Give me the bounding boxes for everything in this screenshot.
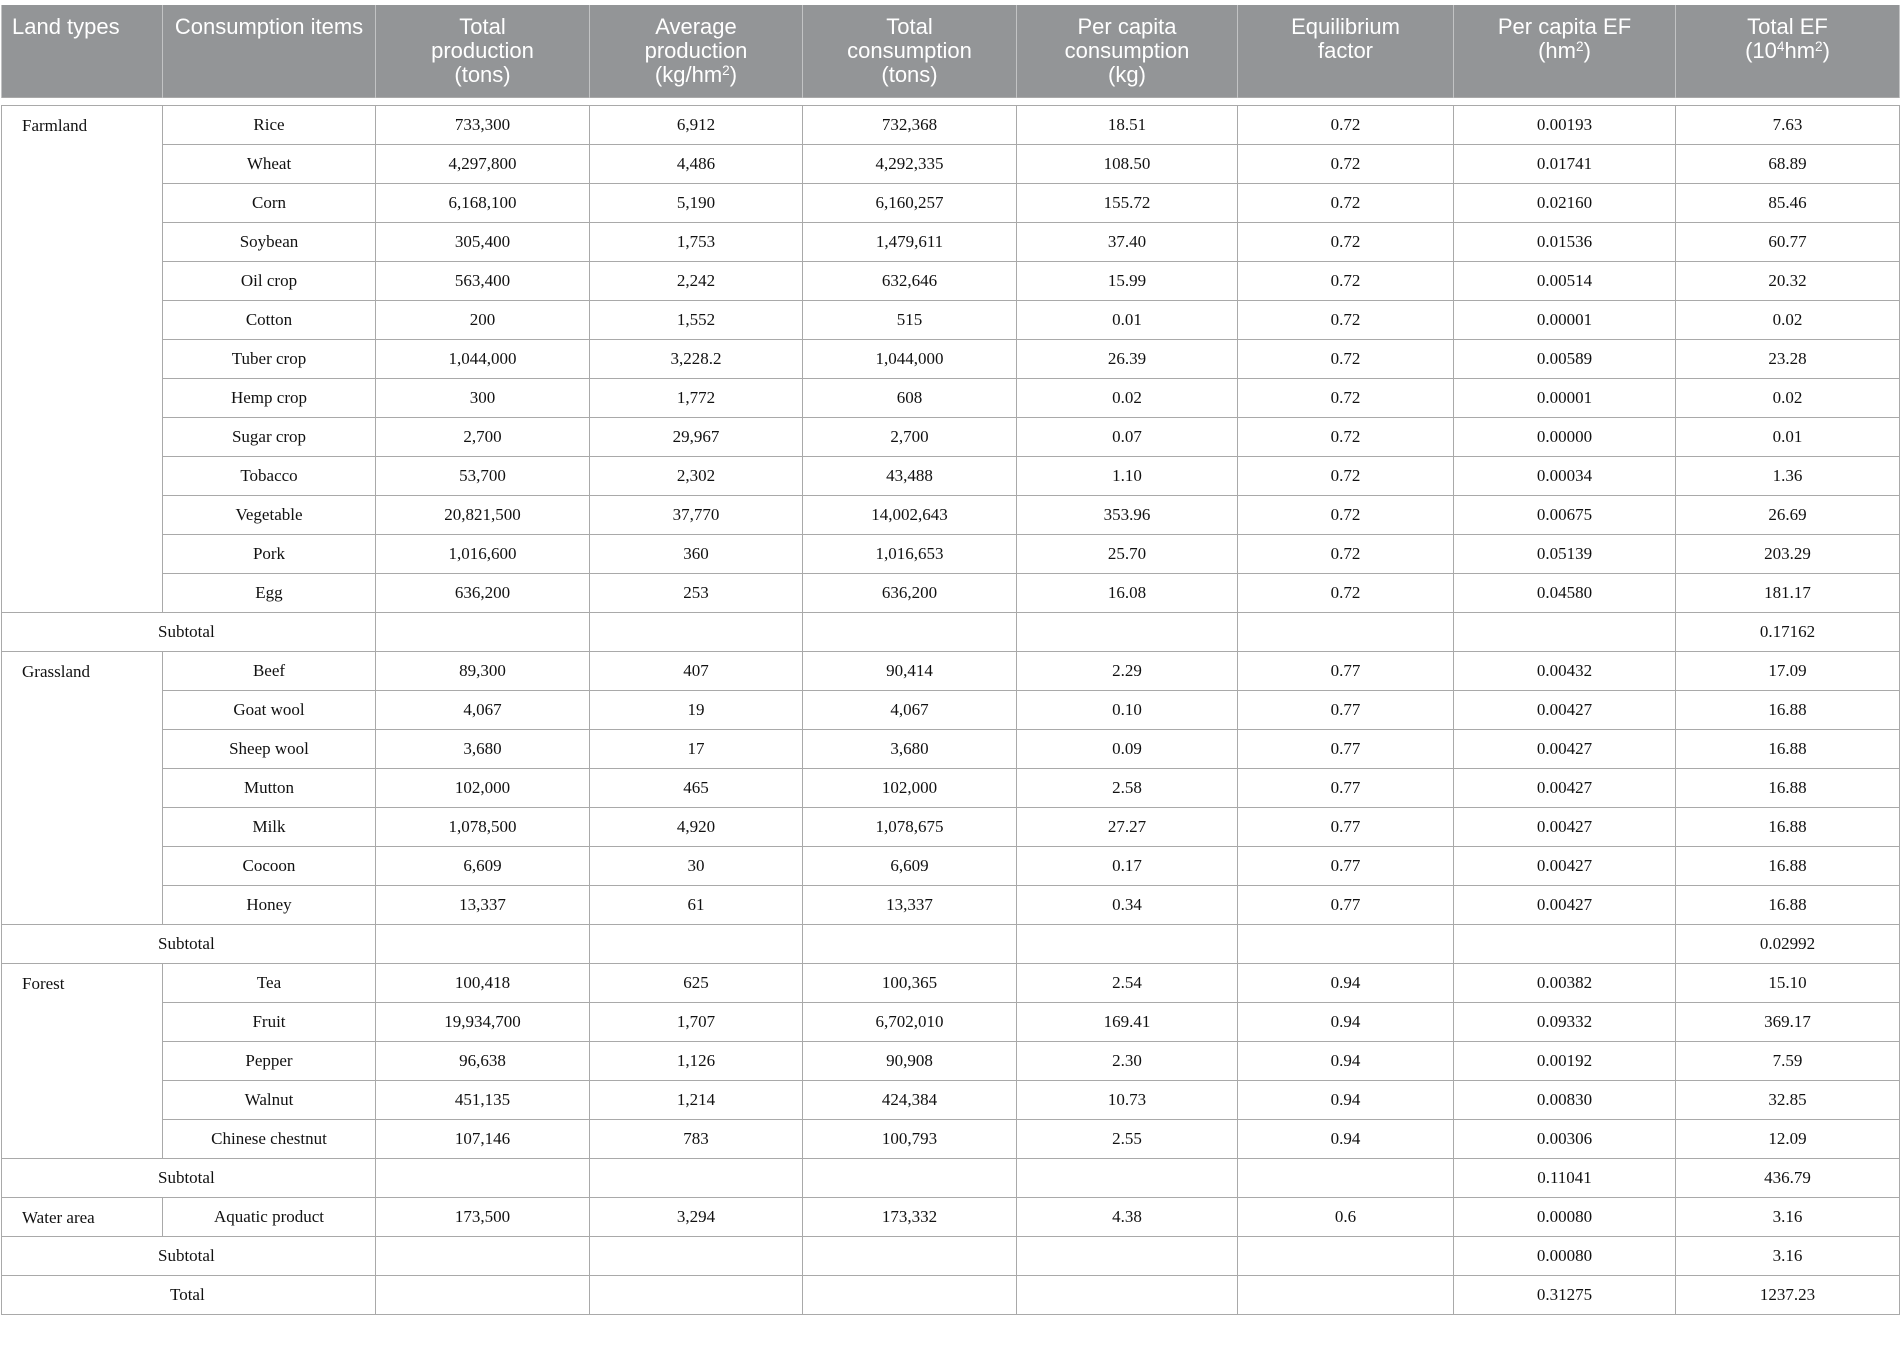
- ecological-footprint-table: [1, 5, 1900, 1315]
- average-production-cell: 1,753: [590, 222, 803, 261]
- average-production-cell: 29,967: [590, 417, 803, 456]
- item-cell: Soybean: [163, 222, 376, 261]
- equilibrium-factor-cell: 0.77: [1238, 846, 1454, 885]
- average-production-cell: 4,920: [590, 807, 803, 846]
- per-capita-ef-cell: 0.00675: [1454, 495, 1676, 534]
- total-production-cell: 733,300: [376, 105, 590, 144]
- total-production-cell: 305,400: [376, 222, 590, 261]
- total-row: [2, 1275, 1900, 1314]
- per-capita-consumption-cell: 2.30: [1017, 1041, 1238, 1080]
- per-capita-ef-cell: 0.00001: [1454, 300, 1676, 339]
- empty-cell: [376, 612, 590, 651]
- equilibrium-factor-cell: 0.94: [1238, 1041, 1454, 1080]
- total-ef-cell: 16.88: [1676, 807, 1900, 846]
- average-production-cell: 1,707: [590, 1002, 803, 1041]
- table-row: [2, 846, 1900, 885]
- per-capita-ef-cell: 0.00427: [1454, 885, 1676, 924]
- average-production-cell: 6,912: [590, 105, 803, 144]
- per-capita-consumption-cell: 0.09: [1017, 729, 1238, 768]
- average-production-cell: 625: [590, 963, 803, 1002]
- total-ef-cell: 1.36: [1676, 456, 1900, 495]
- equilibrium-factor-cell: 0.72: [1238, 144, 1454, 183]
- per-capita-consumption-cell: 2.29: [1017, 651, 1238, 690]
- per-capita-consumption-cell: 2.58: [1017, 768, 1238, 807]
- total-production-cell: 1,016,600: [376, 534, 590, 573]
- subtotal-per-capita-ef: 0.00080: [1454, 1236, 1676, 1275]
- subtotal-label: Subtotal: [2, 1158, 376, 1197]
- total-consumption-cell: 1,016,653: [803, 534, 1017, 573]
- total-consumption-cell: 90,414: [803, 651, 1017, 690]
- average-production-cell: 4,486: [590, 144, 803, 183]
- empty-cell: [1017, 1236, 1238, 1275]
- total-total-ef: 1237.23: [1676, 1275, 1900, 1314]
- equilibrium-factor-cell: 0.72: [1238, 105, 1454, 144]
- item-cell: Goat wool: [163, 690, 376, 729]
- item-cell: Sheep wool: [163, 729, 376, 768]
- total-consumption-cell: 515: [803, 300, 1017, 339]
- average-production-cell: 465: [590, 768, 803, 807]
- empty-cell: [590, 1158, 803, 1197]
- total-ef-cell: 15.10: [1676, 963, 1900, 1002]
- total-consumption-cell: 4,067: [803, 690, 1017, 729]
- empty-cell: [1238, 1158, 1454, 1197]
- total-production-cell: 1,044,000: [376, 339, 590, 378]
- average-production-cell: 19: [590, 690, 803, 729]
- per-capita-ef-cell: 0.00589: [1454, 339, 1676, 378]
- per-capita-consumption-cell: 16.08: [1017, 573, 1238, 612]
- per-capita-ef-cell: 0.00034: [1454, 456, 1676, 495]
- average-production-cell: 1,552: [590, 300, 803, 339]
- per-capita-ef-cell: 0.01536: [1454, 222, 1676, 261]
- total-ef-cell: 32.85: [1676, 1080, 1900, 1119]
- empty-cell: [803, 1275, 1017, 1314]
- total-ef-cell: 20.32: [1676, 261, 1900, 300]
- total-ef-cell: 0.01: [1676, 417, 1900, 456]
- total-production-cell: 107,146: [376, 1119, 590, 1158]
- subtotal-total-ef: 436.79: [1676, 1158, 1900, 1197]
- empty-cell: [803, 1236, 1017, 1275]
- header-land-types: Land types: [2, 5, 163, 97]
- average-production-cell: 783: [590, 1119, 803, 1158]
- total-per-capita-ef: 0.31275: [1454, 1275, 1676, 1314]
- total-consumption-cell: 1,044,000: [803, 339, 1017, 378]
- per-capita-ef-cell: 0.09332: [1454, 1002, 1676, 1041]
- average-production-cell: 1,126: [590, 1041, 803, 1080]
- item-cell: Walnut: [163, 1080, 376, 1119]
- empty-cell: [1238, 924, 1454, 963]
- header-spacer: [2, 97, 1900, 105]
- per-capita-consumption-cell: 2.55: [1017, 1119, 1238, 1158]
- empty-cell: [1017, 1158, 1238, 1197]
- empty-cell: [376, 924, 590, 963]
- subtotal-row: [2, 612, 1900, 651]
- total-ef-cell: 23.28: [1676, 339, 1900, 378]
- empty-cell: [1238, 1236, 1454, 1275]
- per-capita-consumption-cell: 353.96: [1017, 495, 1238, 534]
- subtotal-row: [2, 1158, 1900, 1197]
- per-capita-ef-cell: 0.01741: [1454, 144, 1676, 183]
- per-capita-consumption-cell: 155.72: [1017, 183, 1238, 222]
- total-consumption-cell: 90,908: [803, 1041, 1017, 1080]
- per-capita-consumption-cell: 0.02: [1017, 378, 1238, 417]
- land-type-cell: Water area: [2, 1197, 163, 1236]
- empty-cell: [590, 612, 803, 651]
- per-capita-ef-cell: 0.00427: [1454, 768, 1676, 807]
- total-ef-cell: 16.88: [1676, 729, 1900, 768]
- average-production-cell: 37,770: [590, 495, 803, 534]
- total-consumption-cell: 100,793: [803, 1119, 1017, 1158]
- table-row: [2, 651, 1900, 690]
- total-production-cell: 102,000: [376, 768, 590, 807]
- total-consumption-cell: 632,646: [803, 261, 1017, 300]
- per-capita-ef-cell: 0.00080: [1454, 1197, 1676, 1236]
- table-row: [2, 963, 1900, 1002]
- equilibrium-factor-cell: 0.6: [1238, 1197, 1454, 1236]
- empty-cell: [1017, 924, 1238, 963]
- per-capita-consumption-cell: 15.99: [1017, 261, 1238, 300]
- total-consumption-cell: 608: [803, 378, 1017, 417]
- total-consumption-cell: 14,002,643: [803, 495, 1017, 534]
- per-capita-consumption-cell: 2.54: [1017, 963, 1238, 1002]
- equilibrium-factor-cell: 0.77: [1238, 729, 1454, 768]
- item-cell: Pepper: [163, 1041, 376, 1080]
- header-per-capita-consumption: Per capita consumption (kg): [1017, 5, 1238, 97]
- total-label: Total: [2, 1275, 376, 1314]
- per-capita-consumption-cell: 0.01: [1017, 300, 1238, 339]
- table-row: [2, 183, 1900, 222]
- total-production-cell: 100,418: [376, 963, 590, 1002]
- subtotal-label: Subtotal: [2, 924, 376, 963]
- subtotal-row: [2, 924, 1900, 963]
- total-consumption-cell: 102,000: [803, 768, 1017, 807]
- equilibrium-factor-cell: 0.72: [1238, 573, 1454, 612]
- subtotal-total-ef: 0.02992: [1676, 924, 1900, 963]
- per-capita-ef-cell: 0.00427: [1454, 690, 1676, 729]
- per-capita-ef-cell: 0.00427: [1454, 807, 1676, 846]
- equilibrium-factor-cell: 0.72: [1238, 495, 1454, 534]
- item-cell: Chinese chestnut: [163, 1119, 376, 1158]
- total-consumption-cell: 732,368: [803, 105, 1017, 144]
- total-ef-cell: 7.59: [1676, 1041, 1900, 1080]
- table-row: [2, 105, 1900, 144]
- total-production-cell: 4,297,800: [376, 144, 590, 183]
- equilibrium-factor-cell: 0.72: [1238, 456, 1454, 495]
- table-row: [2, 378, 1900, 417]
- per-capita-consumption-cell: 0.10: [1017, 690, 1238, 729]
- total-consumption-cell: 1,479,611: [803, 222, 1017, 261]
- average-production-cell: 253: [590, 573, 803, 612]
- total-production-cell: 200: [376, 300, 590, 339]
- subtotal-per-capita-ef: [1454, 612, 1676, 651]
- subtotal-label: Subtotal: [2, 612, 376, 651]
- table-row: [2, 300, 1900, 339]
- item-cell: Beef: [163, 651, 376, 690]
- equilibrium-factor-cell: 0.72: [1238, 261, 1454, 300]
- total-consumption-cell: 13,337: [803, 885, 1017, 924]
- empty-cell: [1017, 612, 1238, 651]
- empty-cell: [1238, 612, 1454, 651]
- table-row: [2, 495, 1900, 534]
- per-capita-consumption-cell: 108.50: [1017, 144, 1238, 183]
- total-production-cell: 89,300: [376, 651, 590, 690]
- total-ef-cell: 68.89: [1676, 144, 1900, 183]
- item-cell: Milk: [163, 807, 376, 846]
- item-cell: Egg: [163, 573, 376, 612]
- table-body: [2, 97, 1900, 1314]
- subtotal-total-ef: 3.16: [1676, 1236, 1900, 1275]
- item-cell: Vegetable: [163, 495, 376, 534]
- per-capita-ef-cell: 0.00514: [1454, 261, 1676, 300]
- header-consumption-items: Consumption items: [163, 5, 376, 97]
- total-production-cell: 6,609: [376, 846, 590, 885]
- empty-cell: [1017, 1275, 1238, 1314]
- equilibrium-factor-cell: 0.72: [1238, 222, 1454, 261]
- total-ef-cell: 85.46: [1676, 183, 1900, 222]
- table-row: [2, 573, 1900, 612]
- subtotal-total-ef: 0.17162: [1676, 612, 1900, 651]
- total-consumption-cell: 3,680: [803, 729, 1017, 768]
- total-ef-cell: 203.29: [1676, 534, 1900, 573]
- equilibrium-factor-cell: 0.94: [1238, 1002, 1454, 1041]
- equilibrium-factor-cell: 0.72: [1238, 417, 1454, 456]
- per-capita-consumption-cell: 0.17: [1017, 846, 1238, 885]
- average-production-cell: 3,294: [590, 1197, 803, 1236]
- item-cell: Hemp crop: [163, 378, 376, 417]
- item-cell: Tea: [163, 963, 376, 1002]
- total-production-cell: 96,638: [376, 1041, 590, 1080]
- total-consumption-cell: 6,702,010: [803, 1002, 1017, 1041]
- equilibrium-factor-cell: 0.77: [1238, 885, 1454, 924]
- total-ef-cell: 12.09: [1676, 1119, 1900, 1158]
- empty-cell: [590, 924, 803, 963]
- average-production-cell: 1,772: [590, 378, 803, 417]
- total-ef-cell: 7.63: [1676, 105, 1900, 144]
- item-cell: Sugar crop: [163, 417, 376, 456]
- empty-cell: [590, 1236, 803, 1275]
- table-row: [2, 417, 1900, 456]
- total-production-cell: 563,400: [376, 261, 590, 300]
- total-ef-cell: 26.69: [1676, 495, 1900, 534]
- subtotal-per-capita-ef: [1454, 924, 1676, 963]
- total-consumption-cell: 424,384: [803, 1080, 1017, 1119]
- empty-cell: [803, 924, 1017, 963]
- total-consumption-cell: 1,078,675: [803, 807, 1017, 846]
- item-cell: Pork: [163, 534, 376, 573]
- per-capita-ef-cell: 0.00427: [1454, 729, 1676, 768]
- subtotal-per-capita-ef: 0.11041: [1454, 1158, 1676, 1197]
- total-production-cell: 3,680: [376, 729, 590, 768]
- per-capita-ef-cell: 0.00432: [1454, 651, 1676, 690]
- empty-cell: [803, 612, 1017, 651]
- total-ef-cell: 3.16: [1676, 1197, 1900, 1236]
- table-row: [2, 144, 1900, 183]
- total-consumption-cell: 4,292,335: [803, 144, 1017, 183]
- table-row: [2, 768, 1900, 807]
- empty-cell: [590, 1275, 803, 1314]
- total-ef-cell: 0.02: [1676, 378, 1900, 417]
- total-consumption-cell: 173,332: [803, 1197, 1017, 1236]
- per-capita-consumption-cell: 0.07: [1017, 417, 1238, 456]
- subtotal-label: Subtotal: [2, 1236, 376, 1275]
- equilibrium-factor-cell: 0.72: [1238, 534, 1454, 573]
- spacer-cell: [2, 97, 1900, 105]
- equilibrium-factor-cell: 0.72: [1238, 378, 1454, 417]
- total-production-cell: 451,135: [376, 1080, 590, 1119]
- item-cell: Tobacco: [163, 456, 376, 495]
- table-row: [2, 885, 1900, 924]
- total-production-cell: 636,200: [376, 573, 590, 612]
- item-cell: Oil crop: [163, 261, 376, 300]
- total-ef-cell: 369.17: [1676, 1002, 1900, 1041]
- per-capita-consumption-cell: 25.70: [1017, 534, 1238, 573]
- table-row: [2, 456, 1900, 495]
- equilibrium-factor-cell: 0.77: [1238, 768, 1454, 807]
- total-production-cell: 1,078,500: [376, 807, 590, 846]
- table-row: [2, 1197, 1900, 1236]
- table-row: [2, 339, 1900, 378]
- equilibrium-factor-cell: 0.72: [1238, 183, 1454, 222]
- table-row: [2, 690, 1900, 729]
- per-capita-consumption-cell: 1.10: [1017, 456, 1238, 495]
- empty-cell: [376, 1236, 590, 1275]
- subtotal-row: [2, 1236, 1900, 1275]
- per-capita-ef-cell: 0.00427: [1454, 846, 1676, 885]
- header-row: [2, 5, 1900, 97]
- equilibrium-factor-cell: 0.77: [1238, 651, 1454, 690]
- total-production-cell: 53,700: [376, 456, 590, 495]
- table-row: [2, 1119, 1900, 1158]
- total-ef-cell: 16.88: [1676, 846, 1900, 885]
- total-production-cell: 173,500: [376, 1197, 590, 1236]
- empty-cell: [376, 1275, 590, 1314]
- table-row: [2, 222, 1900, 261]
- empty-cell: [376, 1158, 590, 1197]
- total-production-cell: 13,337: [376, 885, 590, 924]
- total-production-cell: 19,934,700: [376, 1002, 590, 1041]
- item-cell: Cotton: [163, 300, 376, 339]
- land-type-cell: Grassland: [2, 651, 163, 924]
- total-ef-cell: 16.88: [1676, 768, 1900, 807]
- table-row: [2, 1080, 1900, 1119]
- item-cell: Aquatic product: [163, 1197, 376, 1236]
- equilibrium-factor-cell: 0.77: [1238, 690, 1454, 729]
- total-ef-cell: 0.02: [1676, 300, 1900, 339]
- header-average-production: Average production $(kg/hm^2)$: [590, 5, 803, 97]
- header-total-production: Total production (tons): [376, 5, 590, 97]
- total-ef-cell: 16.88: [1676, 885, 1900, 924]
- empty-cell: [1238, 1275, 1454, 1314]
- average-production-cell: 61: [590, 885, 803, 924]
- average-production-cell: 407: [590, 651, 803, 690]
- average-production-cell: 1,214: [590, 1080, 803, 1119]
- per-capita-ef-cell: 0.04580: [1454, 573, 1676, 612]
- item-cell: Wheat: [163, 144, 376, 183]
- average-production-cell: 30: [590, 846, 803, 885]
- total-production-cell: 6,168,100: [376, 183, 590, 222]
- per-capita-consumption-cell: 37.40: [1017, 222, 1238, 261]
- per-capita-consumption-cell: 18.51: [1017, 105, 1238, 144]
- average-production-cell: 5,190: [590, 183, 803, 222]
- item-cell: Fruit: [163, 1002, 376, 1041]
- per-capita-consumption-cell: 0.34: [1017, 885, 1238, 924]
- equilibrium-factor-cell: 0.72: [1238, 300, 1454, 339]
- table-row: [2, 729, 1900, 768]
- per-capita-consumption-cell: 27.27: [1017, 807, 1238, 846]
- land-type-cell: Forest: [2, 963, 163, 1158]
- item-cell: Honey: [163, 885, 376, 924]
- average-production-cell: 2,242: [590, 261, 803, 300]
- total-consumption-cell: 6,609: [803, 846, 1017, 885]
- total-ef-cell: 60.77: [1676, 222, 1900, 261]
- total-production-cell: 300: [376, 378, 590, 417]
- item-cell: Corn: [163, 183, 376, 222]
- per-capita-ef-cell: 0.00000: [1454, 417, 1676, 456]
- equilibrium-factor-cell: 0.94: [1238, 963, 1454, 1002]
- item-cell: Rice: [163, 105, 376, 144]
- total-production-cell: 4,067: [376, 690, 590, 729]
- total-ef-cell: 181.17: [1676, 573, 1900, 612]
- table-row: [2, 1041, 1900, 1080]
- total-ef-cell: 16.88: [1676, 690, 1900, 729]
- header-total-consumption: Total consumption (tons): [803, 5, 1017, 97]
- average-production-cell: 17: [590, 729, 803, 768]
- total-ef-cell: 17.09: [1676, 651, 1900, 690]
- per-capita-ef-cell: 0.02160: [1454, 183, 1676, 222]
- per-capita-ef-cell: 0.00830: [1454, 1080, 1676, 1119]
- header-total-ef: Total EF $(10^4hm^2)$: [1676, 5, 1900, 97]
- per-capita-consumption-cell: 26.39: [1017, 339, 1238, 378]
- table-row: [2, 1002, 1900, 1041]
- per-capita-ef-cell: 0.00193: [1454, 105, 1676, 144]
- equilibrium-factor-cell: 0.94: [1238, 1119, 1454, 1158]
- item-cell: Cocoon: [163, 846, 376, 885]
- total-production-cell: 2,700: [376, 417, 590, 456]
- table-row: [2, 534, 1900, 573]
- per-capita-ef-cell: 0.05139: [1454, 534, 1676, 573]
- average-production-cell: 360: [590, 534, 803, 573]
- table-row: [2, 261, 1900, 300]
- land-type-cell: Farmland: [2, 105, 163, 612]
- per-capita-ef-cell: 0.00306: [1454, 1119, 1676, 1158]
- equilibrium-factor-cell: 0.94: [1238, 1080, 1454, 1119]
- per-capita-consumption-cell: 169.41: [1017, 1002, 1238, 1041]
- item-cell: Tuber crop: [163, 339, 376, 378]
- item-cell: Mutton: [163, 768, 376, 807]
- total-consumption-cell: 2,700: [803, 417, 1017, 456]
- per-capita-ef-cell: 0.00001: [1454, 378, 1676, 417]
- average-production-cell: 3,228.2: [590, 339, 803, 378]
- total-consumption-cell: 100,365: [803, 963, 1017, 1002]
- total-production-cell: 20,821,500: [376, 495, 590, 534]
- total-consumption-cell: 6,160,257: [803, 183, 1017, 222]
- header-per-capita-ef: Per capita EF $(hm^2)$: [1454, 5, 1676, 97]
- average-production-cell: 2,302: [590, 456, 803, 495]
- total-consumption-cell: 43,488: [803, 456, 1017, 495]
- per-capita-ef-cell: 0.00382: [1454, 963, 1676, 1002]
- empty-cell: [803, 1158, 1017, 1197]
- per-capita-consumption-cell: 4.38: [1017, 1197, 1238, 1236]
- header-equilibrium-factor: Equilibrium factor: [1238, 5, 1454, 97]
- per-capita-ef-cell: 0.00192: [1454, 1041, 1676, 1080]
- per-capita-consumption-cell: 10.73: [1017, 1080, 1238, 1119]
- equilibrium-factor-cell: 0.77: [1238, 807, 1454, 846]
- table-row: [2, 807, 1900, 846]
- equilibrium-factor-cell: 0.72: [1238, 339, 1454, 378]
- total-consumption-cell: 636,200: [803, 573, 1017, 612]
